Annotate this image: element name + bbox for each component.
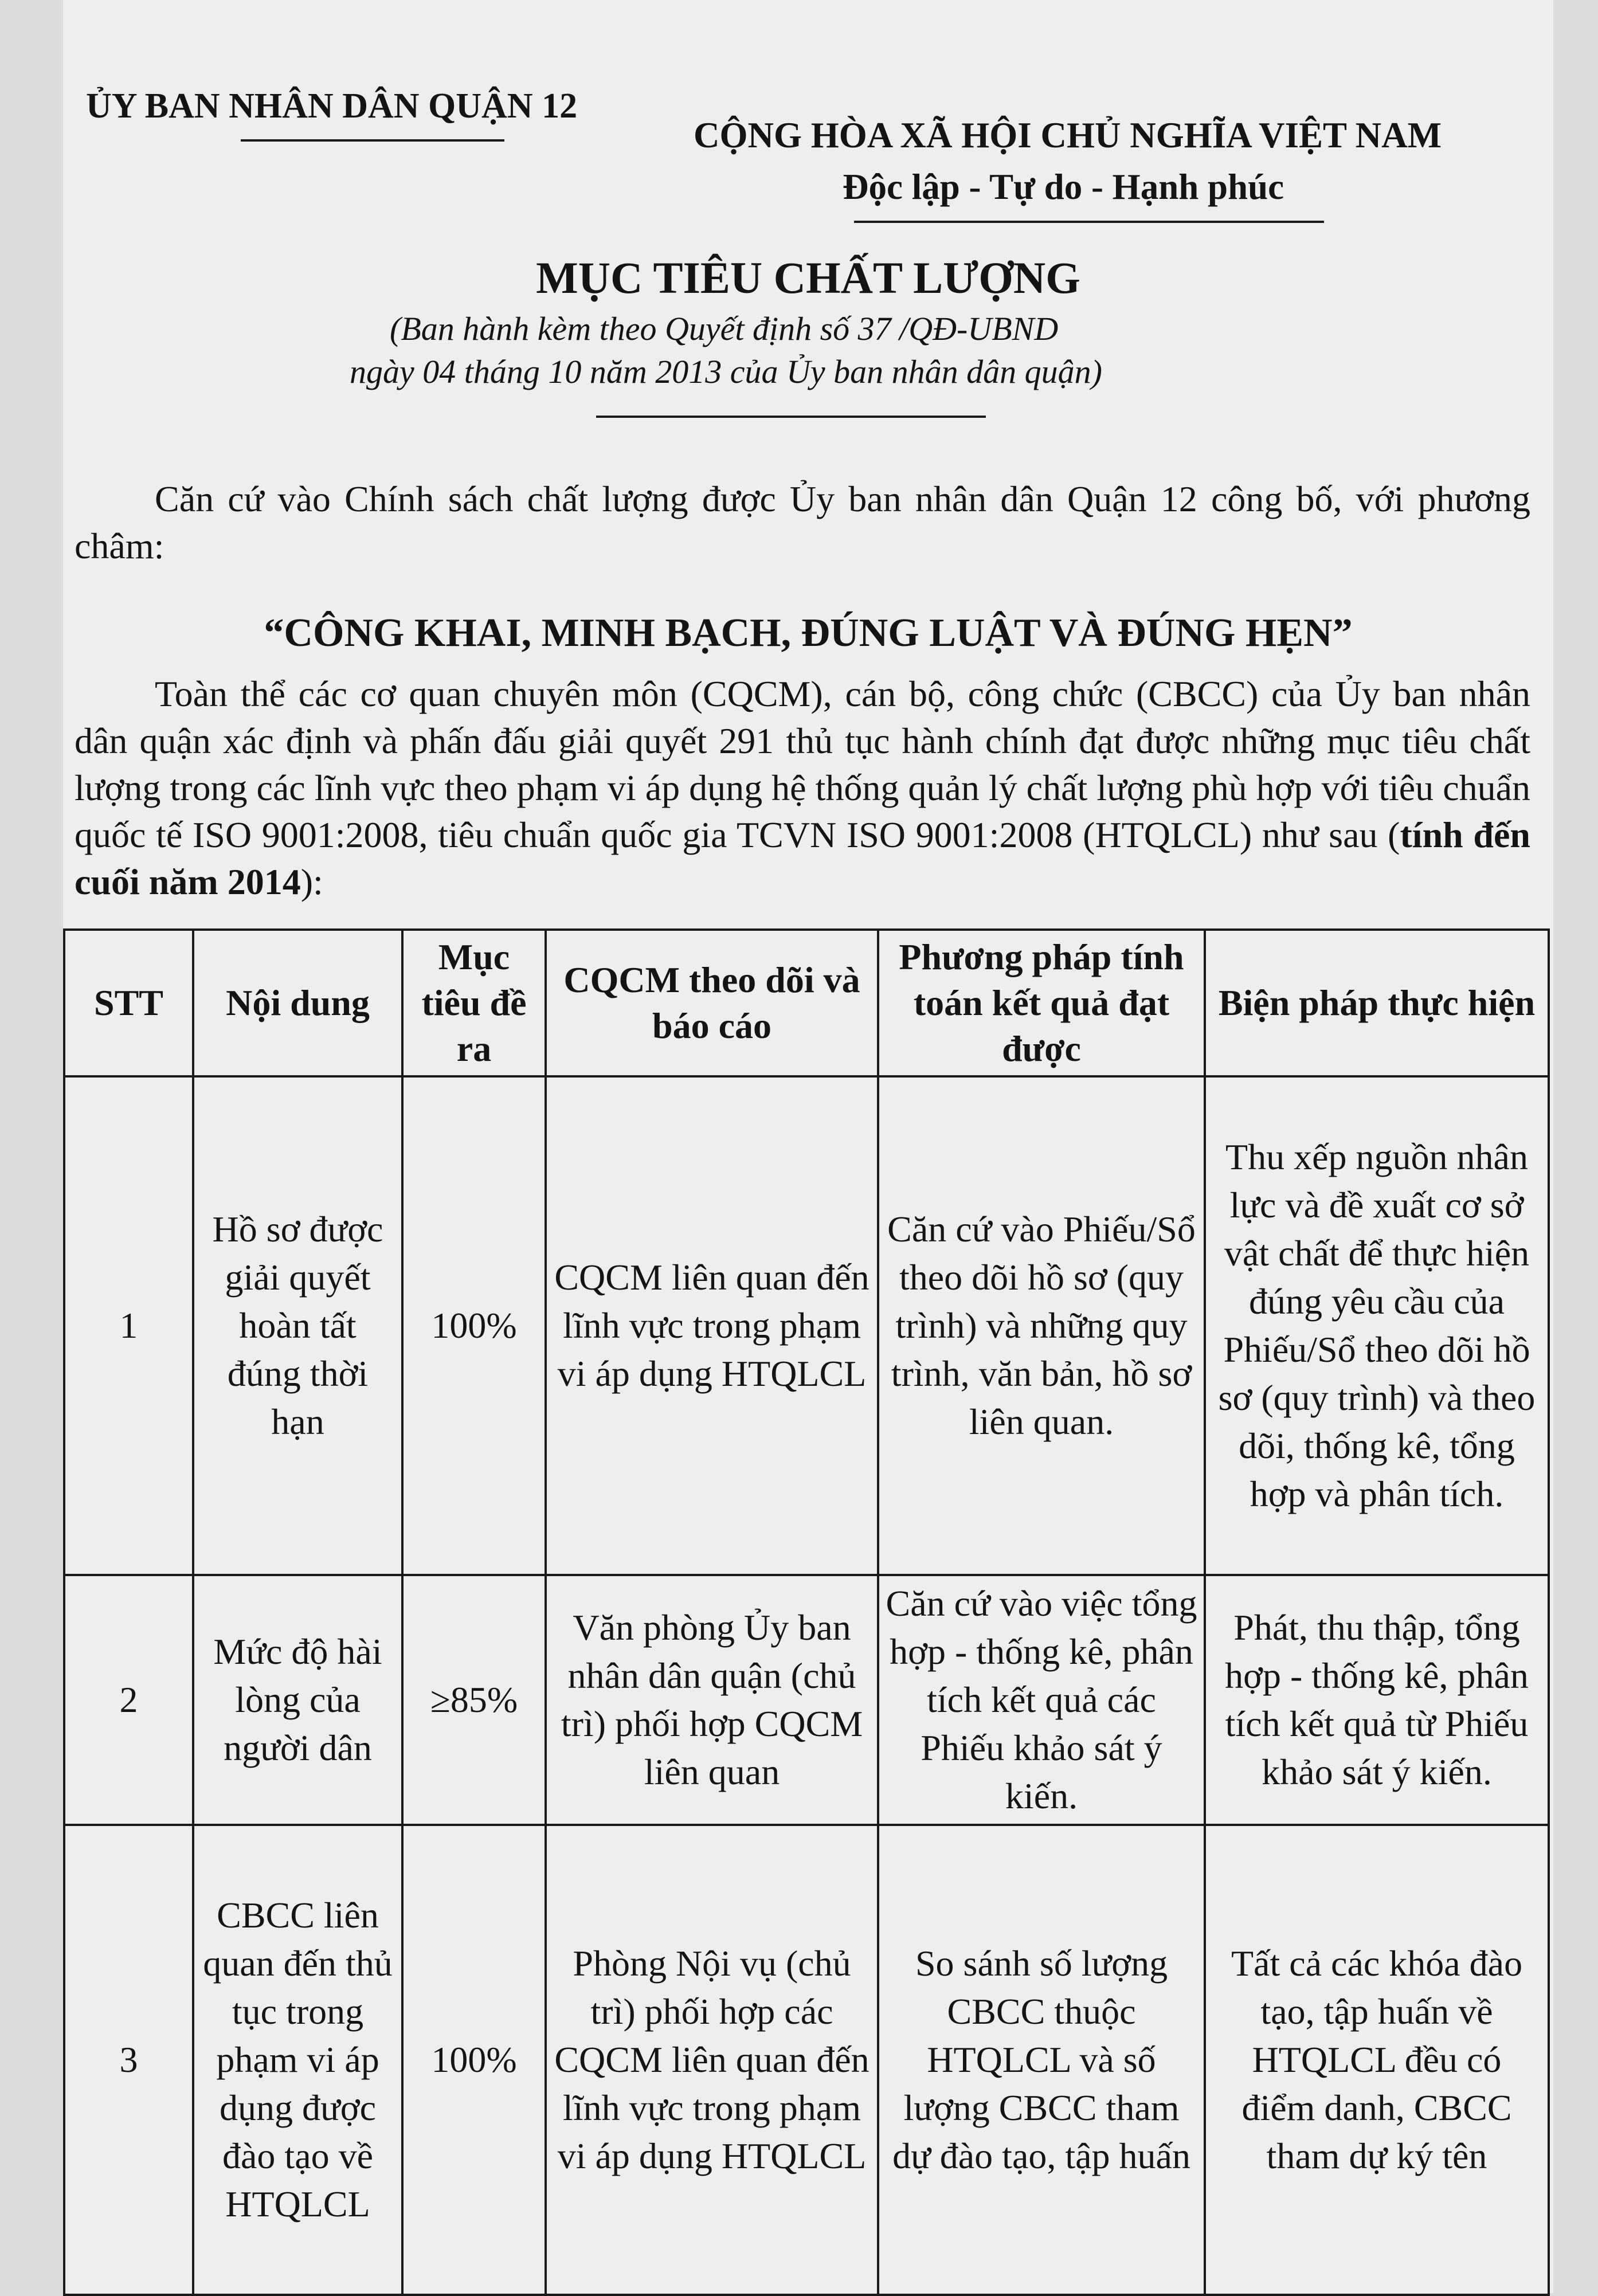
row-content: Mức độ hài lòng của người dân	[193, 1575, 402, 1825]
quality-objectives-table	[63, 928, 1550, 2296]
row-stt: 1	[64, 1076, 193, 1575]
header-cqcm: CQCM theo dõi và báo cáo	[546, 930, 878, 1076]
row-method: Căn cứ vào Phiếu/Sổ theo dõi hồ sơ (quy trình) và những quy trình, văn bản, hồ sơ liên quan.	[878, 1076, 1205, 1575]
republic-motto: Độc lập - Tự do - Hạnh phúc	[843, 167, 1284, 207]
row-method: So sánh số lượng CBCC thuộc HTQLCL và số lượng CBCC tham dự đào tạo, tập huấn	[878, 1825, 1205, 2295]
row-measure: Phát, thu thập, tổng hợp - thống kê, phân tích kết quả từ Phiếu khảo sát ý kiến.	[1205, 1575, 1549, 1825]
title-underline	[596, 416, 986, 418]
row-target: 100%	[402, 1825, 546, 2295]
decision-line-1: (Ban hành kèm theo Quyết định số 37 /QĐ-UBND	[390, 310, 1059, 347]
row-content: CBCC liên quan đến thủ tục trong phạm vi áp dụng được đào tạo về HTQLCL	[193, 1825, 402, 2295]
body-end: ):	[300, 861, 323, 902]
row-content: Hồ sơ được giải quyết hoàn tất đúng thời hạn	[193, 1076, 402, 1575]
header-content: Nội dung	[193, 930, 402, 1076]
row-target: ≥85%	[402, 1575, 546, 1825]
document-title: MỤC TIÊU CHẤT LƯỢNG	[536, 253, 1080, 303]
decision-line-2: ngày 04 tháng 10 năm 2013 của Ủy ban nhân dân quận)	[350, 353, 1102, 390]
row-method: Căn cứ vào việc tổng hợp - thống kê, phân tích kết quả các Phiếu khảo sát ý kiến.	[878, 1575, 1205, 1825]
row-stt: 2	[64, 1575, 193, 1825]
intro-paragraph: Căn cứ vào Chính sách chất lượng được Ủy ban nhân dân Quận 12 công bố, với phương châm:	[75, 479, 1530, 566]
row-measure: Thu xếp nguồn nhân lực và đề xuất cơ sở vật chất để thực hiện đúng yêu cầu của Phiếu/Sổ theo dõi hồ sơ (quy trình) và theo dõi, thống kê, tổng hợp và phân tích.	[1205, 1076, 1549, 1575]
table-row	[64, 1825, 1549, 2295]
table-header-row	[64, 930, 1549, 1076]
row-measure: Tất cả các khóa đào tạo, tập huấn về HTQLCL đều có điểm danh, CBCC tham dự ký tên	[1205, 1825, 1549, 2295]
body-paragraph	[75, 671, 1530, 906]
row-cqcm: Văn phòng Ủy ban nhân dân quận (chủ trì) phối hợp CQCM liên quan	[546, 1575, 878, 1825]
row-stt: 3	[64, 1825, 193, 2295]
header-stt: STT	[64, 930, 193, 1076]
authority-underline	[241, 139, 504, 142]
header-measure: Biện pháp thực hiện	[1205, 930, 1549, 1076]
row-target: 100%	[402, 1076, 546, 1575]
header-target: Mục tiêu đề ra	[402, 930, 546, 1076]
document-page	[63, 0, 1553, 2293]
row-cqcm: CQCM liên quan đến lĩnh vực trong phạm vi áp dụng HTQLCL	[546, 1076, 878, 1575]
quality-motto: “CÔNG KHAI, MINH BẠCH, ĐÚNG LUẬT VÀ ĐÚNG HẸN”	[264, 611, 1353, 655]
header-method: Phương pháp tính toán kết quả đạt được	[878, 930, 1205, 1076]
body-deadline: tính đến cuối năm 2014	[75, 814, 1531, 902]
table-row	[64, 1076, 1549, 1575]
motto-underline	[854, 221, 1324, 223]
republic-name: CỘNG HÒA XÃ HỘI CHỦ NGHĨA VIỆT NAM	[694, 115, 1442, 155]
body-text: Toàn thể các cơ quan chuyên môn (CQCM), cán bộ, công chức (CBCC) của Ủy ban nhân dân quận xác định và phấn đấu giải quyết 291 thủ tục hành chính đạt được những mục tiêu chất lượng trong các lĩnh vực theo phạm vi áp dụng hệ thống quản lý chất lượng phù hợp với tiêu chuẩn quốc tế ISO 9001:2008, tiêu chuẩn quốc gia TCVN ISO 9001:2008 (HTQLCL) như sau (	[75, 673, 1530, 855]
table-row	[64, 1575, 1549, 1825]
issuing-authority: ỦY BAN NHÂN DÂN QUẬN 12	[86, 87, 578, 126]
row-cqcm: Phòng Nội vụ (chủ trì) phối hợp các CQCM liên quan đến lĩnh vực trong phạm vi áp dụng HTQLCL	[546, 1825, 878, 2295]
